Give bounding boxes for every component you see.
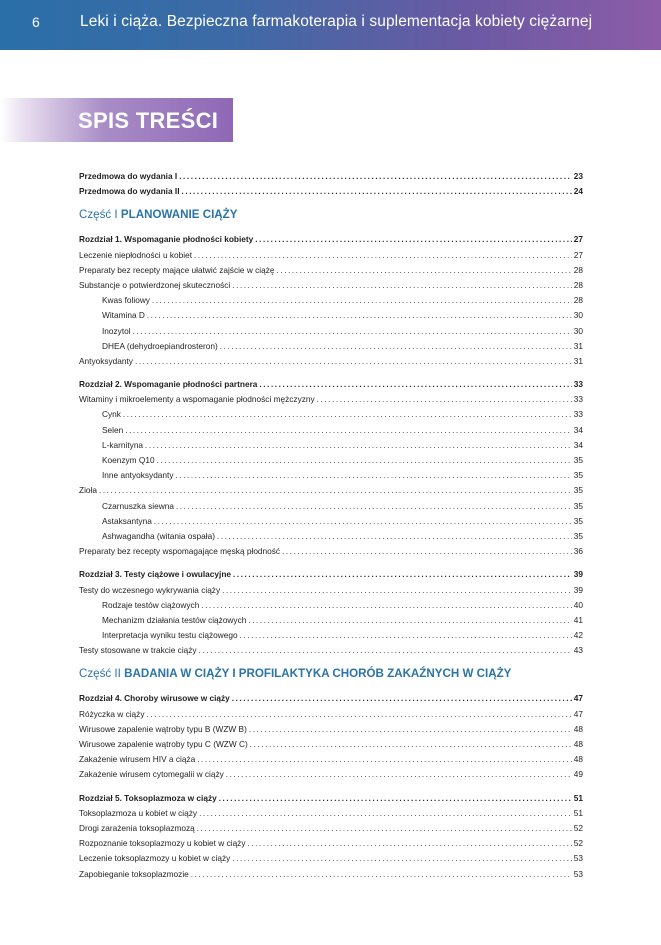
toc-entry[interactable]: Wirusowe zapalenie wątroby typu B (WZW B) . . . 48 [79,722,583,737]
toc-entry[interactable]: Drogi zarażenia toksoplazmozą . . . 52 [79,821,583,836]
toc-subentry[interactable]: Inozytol . . . 30 [79,324,583,339]
toc-entry[interactable]: Zakażenie wirusem HIV a ciąża . . . 48 [79,752,583,767]
toc-entry[interactable]: Wirusowe zapalenie wątroby typu C (WZW C) . . . 48 [79,737,583,752]
toc-entry[interactable]: Testy stosowane w trakcie ciąży . . . 43 [79,643,583,658]
toc-entry[interactable]: Leczenie niepłodności u kobiet . . . 27 [79,248,583,263]
toc-entry[interactable]: Antyoksydanty . . . 31 [79,354,583,369]
part-heading-2: Część II BADANIA W CIĄŻY I PROFILAKTYKA CHORÓB ZAKAŹNYCH W CIĄŻY [79,667,512,681]
toc-subentry[interactable]: Kwas foliowy . . . 28 [79,293,583,308]
toc-entry[interactable]: Preparaty bez recepty wspomagające męską płodność . . . 36 [79,544,583,559]
toc-entry[interactable]: Zapobieganie toksoplazmozie . . . 53 [79,867,583,882]
toc-subentry[interactable]: Ashwagandha (witania ospała) . . . 35 [79,529,583,544]
toc-chapter-4[interactable]: Rozdział 4. Choroby wirusowe w ciąży . . . 47 [79,691,583,706]
toc-entry[interactable]: Witaminy i mikroelementy a wspomaganie płodności mężczyzny . . . 33 [79,392,583,407]
toc-chapter-3[interactable]: Rozdział 3. Testy ciążowe i owulacyjne . . . 39 [79,567,583,582]
toc-subentry[interactable]: Mechanizm działania testów ciążowych . . . 41 [79,613,583,628]
toc-chapter-5[interactable]: Rozdział 5. Toksoplazmoza w ciąży . . . 51 [79,791,583,806]
toc-subentry[interactable]: Interpretacja wyniku testu ciążowego . . . 42 [79,628,583,643]
toc-subentry[interactable]: Astaksantyna . . . 35 [79,514,583,529]
toc-chapter-2[interactable]: Rozdział 2. Wspomaganie płodności partnera . . . 33 [79,377,583,392]
toc-entry[interactable]: Rozpoznanie toksoplazmozy u kobiet w ciąży . . . 52 [79,836,583,851]
toc-title: SPIS TREŚCI [78,108,219,133]
toc-entry-preface-1[interactable]: Przedmowa do wydania I . . . 23 [79,169,583,184]
toc-subentry[interactable]: Czarnuszka siewna . . . 35 [79,499,583,514]
toc-subentry[interactable]: Selen . . . 34 [79,423,583,438]
toc-subentry[interactable]: DHEA (dehydroepiandrosteron) . . . 31 [79,339,583,354]
toc-entry[interactable]: Leczenie toksoplazmozy u kobiet w ciąży . . . 53 [79,851,583,866]
toc-entry-preface-2[interactable]: Przedmowa do wydania II . . . 24 [79,184,583,199]
toc-subentry[interactable]: Cynk . . . 33 [79,407,583,422]
table-of-contents [79,169,583,882]
toc-chapter-1[interactable]: Rozdział 1. Wspomaganie płodności kobiety . . . 27 [79,232,583,247]
toc-entry[interactable]: Substancje o potwierdzonej skuteczności . . . 28 [79,278,583,293]
toc-subentry[interactable]: Rodzaje testów ciążowych . . . 40 [79,598,583,613]
running-title: Leki i ciąża. Bezpieczna farmakoterapia i suplementacja kobiety ciężarnej [80,13,593,30]
toc-subentry[interactable]: L-karnityna . . . 34 [79,438,583,453]
part-heading-1: Część I PLANOWANIE CIĄŻY [79,208,238,222]
toc-subentry[interactable]: Koenzym Q10 . . . 35 [79,453,583,468]
toc-entry[interactable]: Zioła . . . 35 [79,483,583,498]
page-number: 6 [32,14,40,30]
toc-subentry[interactable]: Witamina D . . . 30 [79,308,583,323]
toc-subentry[interactable]: Inne antyoksydanty . . . 35 [79,468,583,483]
toc-entry[interactable]: Preparaty bez recepty mające ułatwić zajście w ciążę . . . 28 [79,263,583,278]
toc-entry[interactable]: Toksoplazmoza u kobiet w ciąży . . . 51 [79,806,583,821]
toc-entry[interactable]: Różyczka w ciąży . . . 47 [79,707,583,722]
toc-entry[interactable]: Zakażenie wirusem cytomegalii w ciąży . . . 49 [79,767,583,782]
toc-entry[interactable]: Testy do wczesnego wykrywania ciąży . . . 39 [79,583,583,598]
